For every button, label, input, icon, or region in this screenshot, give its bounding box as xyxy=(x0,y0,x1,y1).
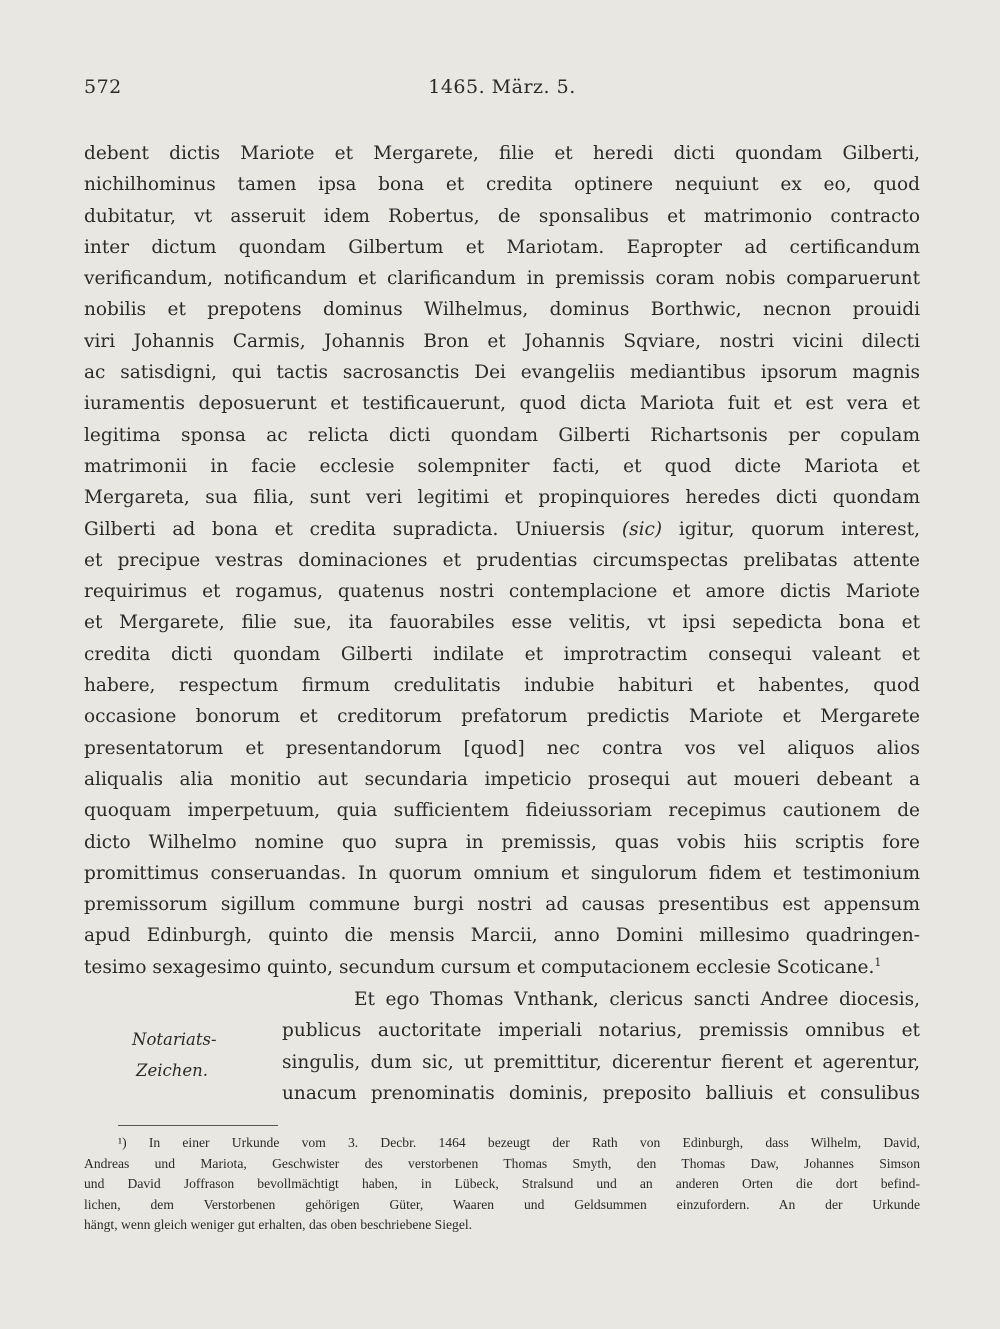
notary-line: publicus auctoritate imperiali notarius, premissis omnibus et xyxy=(282,1020,920,1042)
text-segment: igitur, quorum interest, xyxy=(678,518,920,540)
text-line: dicto Wilhelmo nomine quo supra in premissis, quas vobis hiis scriptis fore xyxy=(84,831,920,853)
page-header xyxy=(84,76,920,106)
text-segment: Gilberti ad bona et credita supradicta. Uniuersis xyxy=(84,518,606,540)
text-line: matrimonii in facie ecclesie solempniter facti, et quod dicte Mariota et xyxy=(84,455,920,477)
page-number: 572 xyxy=(84,76,122,98)
text-line: presentatorum et presentandorum [quod] nec contra vos vel aliquos alios xyxy=(84,737,920,759)
text-line: et precipue vestras dominaciones et prudentias circumspectas prelibatas attente xyxy=(84,549,920,571)
text-line: promittimus conseruandas. In quorum omnium et singulorum fidem et testimonium xyxy=(84,862,920,884)
text-line: requirimus et rogamus, quatenus nostri contemplacione et amore dictis Mariote xyxy=(84,581,920,603)
footnote xyxy=(84,1133,920,1236)
text-line: legitima sponsa ac relicta dicti quondam Gilberti Richartsonis per copulam xyxy=(84,424,920,446)
text-line: verificandum, notificandum et clarificandum in premissis coram nobis comparuerunt xyxy=(84,268,920,290)
notary-line: singulis, dum sic, ut premittitur, dicerentur fierent et agerentur, xyxy=(282,1051,920,1073)
text-line: apud Edinburgh, quinto die mensis Marcii, anno Domini millesimo quadringen- xyxy=(84,925,920,947)
text-segment: In einer Urkunde vom 3. Decbr. 1464 bezeugt der Rath von Edinburgh, dass Wilhelm, David, xyxy=(148,1135,920,1150)
text-line: debent dictis Mariote et Mergarete, filie et heredi dicti quondam Gilberti, xyxy=(84,143,920,164)
notary-line: unacum prenominatis dominis, preposito balliuis et consulibus xyxy=(282,1082,920,1104)
text-line-final xyxy=(84,952,920,983)
text-line: dubitatur, vt asseruit idem Robertus, de sponsalibus et matrimonio contracto xyxy=(84,205,920,227)
notary-line: Et ego Thomas Vnthank, clericus sancti Andree diocesis, xyxy=(354,989,920,1010)
footnote-line: hängt, wenn gleich weniger gut erhalten, das oben beschriebene Siegel. xyxy=(84,1217,473,1232)
footnote-line: Andreas und Mariota, Geschwister des verstorbenen Thomas Smyth, den Thomas Daw, Johannes Simson xyxy=(84,1155,920,1171)
footnote-marker: 1 xyxy=(874,955,882,969)
main-text xyxy=(84,138,920,983)
text-segment: tesimo sexagesimo quinto, secundum cursum et computacionem ecclesie Scoticane. xyxy=(84,956,875,978)
text-line: iuramentis deposuerunt et testificauerunt, quod dicta Mariota fuit et est vera et xyxy=(84,393,920,415)
footnote-line xyxy=(84,1133,920,1154)
footnote-number: ¹) xyxy=(118,1135,127,1150)
header-date: 1465. März. 5. xyxy=(428,76,576,98)
footnote-line: und David Joffrason bevollmächtigt haben, in Lübeck, Stralsund und an anderen Orten die dort befind- xyxy=(84,1176,920,1191)
text-line: et Mergarete, filie sue, ita fauorabiles esse velitis, vt ipsi sepedicta bona et xyxy=(84,612,920,634)
text-line: quoquam imperpetuum, quia sufficientem fideiussoriam recepimus cautionem de xyxy=(84,800,920,822)
text-line-sic xyxy=(84,514,920,545)
text-line: ac satisdigni, qui tactis sacrosanctis Dei evangeliis mediantibus ipsorum magnis xyxy=(84,362,920,384)
text-line: nobilis et prepotens dominus Wilhelmus, dominus Borthwic, necnon prouidi xyxy=(84,299,920,321)
text-line: premissorum sigillum commune burgi nostri ad causas presentibus est appensum xyxy=(84,894,920,916)
text-line: credita dicti quondam Gilberti indilate et improtractim consequi valeant et xyxy=(84,643,920,665)
text-line: occasione bonorum et creditorum prefatorum predictis Mariote et Mergarete xyxy=(84,706,920,728)
marginal-note xyxy=(132,1024,217,1086)
text-line: habere, respectum firmum credulitatis indubie habituri et habentes, quod xyxy=(84,675,920,697)
text-line: nichilhominus tamen ipsa bona et credita optinere nequiunt ex eo, quod xyxy=(84,174,920,196)
text-line: viri Johannis Carmis, Johannis Bron et Johannis Sqviare, nostri vicini dilecti xyxy=(84,330,920,352)
marginal-line: Notariats- xyxy=(132,1030,217,1049)
notary-attestation xyxy=(84,984,920,1109)
text-line: inter dictum quondam Gilbertum et Mariotam. Eapropter ad certificandum xyxy=(84,236,920,258)
footnote-divider xyxy=(118,1125,278,1126)
footnote-line: lichen, dem Verstorbenen gehörigen Güter, Waaren und Geldsummen einzufordern. An der Urkunde xyxy=(84,1196,920,1212)
marginal-line: Zeichen. xyxy=(136,1061,209,1080)
sic-note: (sic) xyxy=(621,518,663,540)
text-line: Mergareta, sua filia, sunt veri legitimi et propinquiores heredes dicti quondam xyxy=(84,487,920,509)
text-line: aliqualis alia monitio aut secundaria impeticio prosequi aut moueri debeant a xyxy=(84,768,920,790)
